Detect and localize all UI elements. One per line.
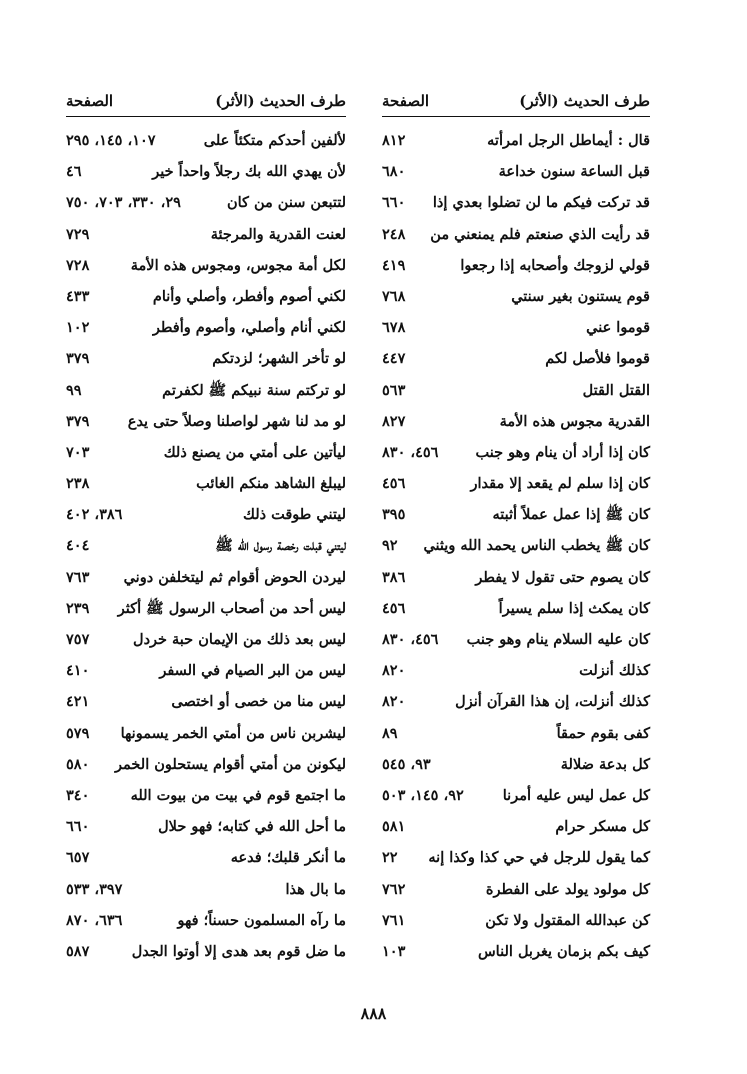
hadith-phrase: لكل أمة مجوس، ومجوس هذه الأمة xyxy=(130,256,346,274)
hadith-phrase: لعنت القدرية والمرجئة xyxy=(210,225,346,243)
hadith-phrase: قد رأيت الذي صنعتم فلم يمنعني من xyxy=(430,225,650,243)
page-reference: ٤٥٦ xyxy=(382,599,406,617)
hadith-phrase: ليتني قبلت رخصة رسول الله ﷺ xyxy=(215,537,346,555)
page-reference: ٨٢٠ xyxy=(382,693,406,711)
hadith-phrase: ما اجتمع قوم في بيت من بيوت الله xyxy=(130,786,346,804)
index-entry xyxy=(382,751,650,782)
page-reference: ٤١٩ xyxy=(382,256,406,274)
page-reference: ٩٢ xyxy=(382,537,398,555)
page-reference: ٣٨٦، ٤٠٢ xyxy=(66,506,123,524)
page-reference: ٥٨٠ xyxy=(66,755,90,773)
column-header-title: طرف الحديث (الأثر) xyxy=(215,92,346,110)
index-entry xyxy=(66,470,346,501)
page-reference: ٧٥٧ xyxy=(66,631,90,648)
hadith-phrase: كفى بقوم حمقاً xyxy=(556,724,650,742)
page-reference: ٩٢، ١٤٥، ٥٠٣ xyxy=(382,786,464,804)
index-entry xyxy=(66,345,346,376)
index-entry xyxy=(66,844,346,875)
column-header-title: طرف الحديث (الأثر) xyxy=(519,92,650,110)
index-entry xyxy=(66,720,346,751)
index-entry xyxy=(382,876,650,907)
page-reference: ٥٦٣ xyxy=(382,381,406,399)
index-entry xyxy=(382,252,650,283)
page-number: ٨٨٨ xyxy=(360,1004,387,1023)
index-entry xyxy=(66,688,346,719)
index-entry xyxy=(382,345,650,376)
page-reference: ٧٢٩ xyxy=(66,225,90,243)
index-entry xyxy=(382,657,650,688)
index-entry xyxy=(382,470,650,501)
index-entry xyxy=(66,532,346,563)
hadith-phrase: كان يمكث إذا سلم يسيراً xyxy=(498,599,650,617)
index-entry xyxy=(66,252,346,283)
index-entry xyxy=(382,688,650,719)
hadith-phrase: لألفين أحدكم متكئاً على xyxy=(203,132,346,149)
page-reference: ٧٦٣ xyxy=(66,568,90,586)
hadith-phrase: ما أحل الله في كتابه؛ فهو حلال xyxy=(158,818,346,836)
page-reference: ٨٩ xyxy=(382,724,398,742)
hadith-phrase: كل عمل ليس عليه أمرنا xyxy=(502,786,650,804)
hadith-phrase: ليبلغ الشاهد منكم الغائب xyxy=(196,475,346,493)
column-header-page: الصفحة xyxy=(66,92,114,110)
hadith-phrase: كان يصوم حتى تقول لا يفطر xyxy=(475,568,650,586)
page-reference: ٣٩٧، ٥٣٣ xyxy=(66,880,123,898)
index-entry xyxy=(66,501,346,532)
hadith-phrase: لكني أصوم وأفطر، وأصلي وأنام xyxy=(152,287,346,305)
page-reference: ٦٥٧ xyxy=(66,849,90,867)
page-reference: ٧٢٨ xyxy=(66,256,90,274)
hadith-phrase: قبل الساعة سنون خداعة xyxy=(498,163,650,181)
page-reference: ٤٦ xyxy=(66,163,82,181)
column-header xyxy=(382,86,650,117)
index-entry xyxy=(66,626,346,657)
hadith-phrase: ليس منا من خصى أو اختصى xyxy=(171,693,346,711)
index-entry xyxy=(66,938,346,969)
page-reference: ١٠٣ xyxy=(382,942,406,960)
index-entry xyxy=(382,408,650,439)
page-reference: ٢٩، ٣٣٠، ٧٠٣، ٧٥٠ xyxy=(66,194,181,212)
page-reference: ٥٨٧ xyxy=(66,942,90,960)
page-reference: ٧٦٨ xyxy=(382,287,406,305)
page-reference: ٨٢٠ xyxy=(382,662,406,680)
hadith-phrase: كذلك أنزلت، إن هذا القرآن أنزل xyxy=(455,693,650,711)
index-entry xyxy=(66,564,346,595)
hadith-phrase: ليكونن من أمتي أقوام يستحلون الخمر xyxy=(115,755,346,773)
index-entry xyxy=(382,127,650,158)
page-reference: ٧٠٣ xyxy=(66,443,90,461)
index-entry xyxy=(382,314,650,345)
hadith-phrase: قوم يستنون بغير سنتي xyxy=(511,287,650,305)
column-header-page: الصفحة xyxy=(382,92,430,110)
index-entry xyxy=(66,595,346,626)
index-entry xyxy=(66,189,346,220)
hadith-phrase: لو تأخر الشهر؛ لزدتكم xyxy=(212,350,346,368)
hadith-phrase: لكني أنام وأصلي، وأصوم وأفطر xyxy=(152,319,346,337)
index-entry xyxy=(66,314,346,345)
index-entry xyxy=(382,158,650,189)
page-reference: ٥٨١ xyxy=(382,818,406,836)
hadith-phrase: ما أنكر قلبك؛ فدعه xyxy=(230,849,346,867)
hadith-phrase: قولي لزوجك وأصحابه إذا رجعوا xyxy=(460,256,650,274)
page-reference: ٤٥٦، ٨٣٠ xyxy=(382,443,439,461)
page-reference: ٢٣٩ xyxy=(66,599,90,617)
index-column-left xyxy=(66,86,346,986)
index-entry xyxy=(382,782,650,813)
index-entry xyxy=(66,876,346,907)
hadith-phrase: لو مد لنا شهر لواصلنا وصلاً حتى يدع xyxy=(127,412,346,430)
index-entry xyxy=(382,501,650,532)
hadith-phrase: كان إذا أراد أن ينام وهو جنب xyxy=(475,443,650,461)
page-reference: ٤٠٤ xyxy=(66,537,90,555)
page-reference: ٦٦٠ xyxy=(382,194,406,212)
index-entry xyxy=(66,782,346,813)
page-reference: ٤١٠ xyxy=(66,662,90,680)
hadith-phrase: القدرية مجوس هذه الأمة xyxy=(499,412,650,430)
page-reference: ٤٤٧ xyxy=(382,350,406,368)
hadith-phrase: كان ﷺ يخطب الناس يحمد الله ويثني xyxy=(423,537,650,555)
page-reference: ٦٨٠ xyxy=(382,163,406,181)
index-entry xyxy=(66,158,346,189)
hadith-phrase: ما ضل قوم بعد هدى إلا أوتوا الجدل xyxy=(131,942,346,960)
hadith-phrase: كل مولود يولد على الفطرة xyxy=(485,880,650,898)
index-entry xyxy=(382,283,650,314)
page-reference: ٧٦٢ xyxy=(382,880,406,898)
hadith-phrase: لأن يهدي الله بك رجلاً واحداً خير xyxy=(152,163,346,181)
index-entry xyxy=(382,720,650,751)
page-reference: ٦٣٦، ٨٧٠ xyxy=(66,911,123,929)
hadith-phrase: كما يقول للرجل في حي كذا وكذا إنه xyxy=(428,849,650,867)
hadith-phrase: كان ﷺ إذا عمل عملاً أثبته xyxy=(492,506,650,524)
page-reference: ١٠٧، ١٤٥، ٢٩٥ xyxy=(66,132,156,149)
hadith-phrase: لتتبعن سنن من كان xyxy=(226,194,346,212)
hadith-phrase: ما بال هذا xyxy=(285,880,346,898)
hadith-phrase: كان عليه السلام ينام وهو جنب xyxy=(466,631,650,648)
hadith-phrase: ليس من البر الصيام في السفر xyxy=(159,662,346,680)
hadith-phrase: كل مسكر حرام xyxy=(555,818,650,836)
index-entry xyxy=(66,377,346,408)
hadith-phrase: ما رآه المسلمون حسناً؛ فهو xyxy=(177,911,346,929)
index-entry xyxy=(382,564,650,595)
index-entry xyxy=(66,408,346,439)
index-entry xyxy=(382,938,650,969)
page-reference: ٢٤٨ xyxy=(382,225,406,243)
hadith-phrase: قوموا فلأصل لكم xyxy=(545,350,650,368)
index-entry xyxy=(66,221,346,252)
page-reference: ٤٥٦ xyxy=(382,475,406,493)
index-rows xyxy=(382,127,650,969)
hadith-phrase: ليس أحد من أصحاب الرسول ﷺ أكثر xyxy=(117,599,346,617)
hadith-phrase: القتل القتل xyxy=(582,381,650,399)
index-rows xyxy=(66,127,346,969)
page-reference: ٨١٢ xyxy=(382,132,406,149)
page-reference: ٥٧٩ xyxy=(66,724,90,742)
index-entry xyxy=(66,283,346,314)
index-entry xyxy=(382,844,650,875)
page-reference: ٤٢١ xyxy=(66,693,90,711)
index-column-right xyxy=(382,86,650,986)
page-reference: ١٠٢ xyxy=(66,319,90,337)
hadith-phrase: ليأتين على أمتي من يصنع ذلك xyxy=(163,443,346,461)
index-entry xyxy=(66,751,346,782)
hadith-phrase: قوموا عني xyxy=(586,319,650,337)
hadith-phrase: كن عبدالله المقتول ولا تكن xyxy=(485,911,650,929)
index-entry xyxy=(66,907,346,938)
hadith-phrase: قد تركت فيكم ما لن تضلوا بعدي إذا xyxy=(432,194,650,212)
index-entry xyxy=(382,595,650,626)
index-entry xyxy=(382,813,650,844)
page-reference: ٧٦١ xyxy=(382,911,406,929)
page-reference: ٢٢ xyxy=(382,849,398,867)
hadith-phrase: ليتني طوقت ذلك xyxy=(242,506,346,524)
index-entry xyxy=(382,907,650,938)
index-entry xyxy=(66,813,346,844)
index-entry xyxy=(66,657,346,688)
index-entry xyxy=(382,377,650,408)
index-entry xyxy=(382,532,650,563)
hadith-phrase: قال : أيماطل الرجل امرأته xyxy=(487,132,650,149)
hadith-phrase: ليردن الحوض أقوام ثم ليتخلفن دوني xyxy=(123,568,346,586)
page-reference: ٤٥٦، ٨٣٠ xyxy=(382,631,439,648)
page-reference: ٩٣، ٥٤٥ xyxy=(382,755,431,773)
page-reference: ٢٣٨ xyxy=(66,475,90,493)
page-reference: ٣٧٩ xyxy=(66,412,90,430)
hadith-phrase: ليس بعد ذلك من الإيمان حبة خردل xyxy=(133,631,346,648)
page-reference: ٦٦٠ xyxy=(66,818,90,836)
hadith-phrase: ليشربن ناس من أمتي الخمر يسمونها xyxy=(120,724,346,742)
index-entry xyxy=(382,189,650,220)
hadith-phrase: كيف بكم بزمان يغربل الناس xyxy=(477,942,650,960)
page-reference: ٦٧٨ xyxy=(382,319,406,337)
index-entry xyxy=(66,127,346,158)
hadith-phrase: كان إذا سلم لم يقعد إلا مقدار xyxy=(470,475,650,493)
index-entry xyxy=(66,439,346,470)
hadith-phrase: لو تركتم سنة نبيكم ﷺ لكفرتم xyxy=(162,381,346,399)
index-entry xyxy=(382,221,650,252)
page-reference: ٣٧٩ xyxy=(66,350,90,368)
hadith-phrase: كذلك أنزلت xyxy=(579,662,650,680)
page-reference: ٣٤٠ xyxy=(66,786,90,804)
index-entry xyxy=(382,439,650,470)
page-reference: ٤٣٣ xyxy=(66,287,90,305)
page-reference: ٩٩ xyxy=(66,381,82,399)
page-reference: ٣٨٦ xyxy=(382,568,406,586)
page-reference: ٨٢٧ xyxy=(382,412,406,430)
page-reference: ٣٩٥ xyxy=(382,506,406,524)
index-entry xyxy=(382,626,650,657)
column-header xyxy=(66,86,346,117)
hadith-phrase: كل بدعة ضلالة xyxy=(560,755,650,773)
